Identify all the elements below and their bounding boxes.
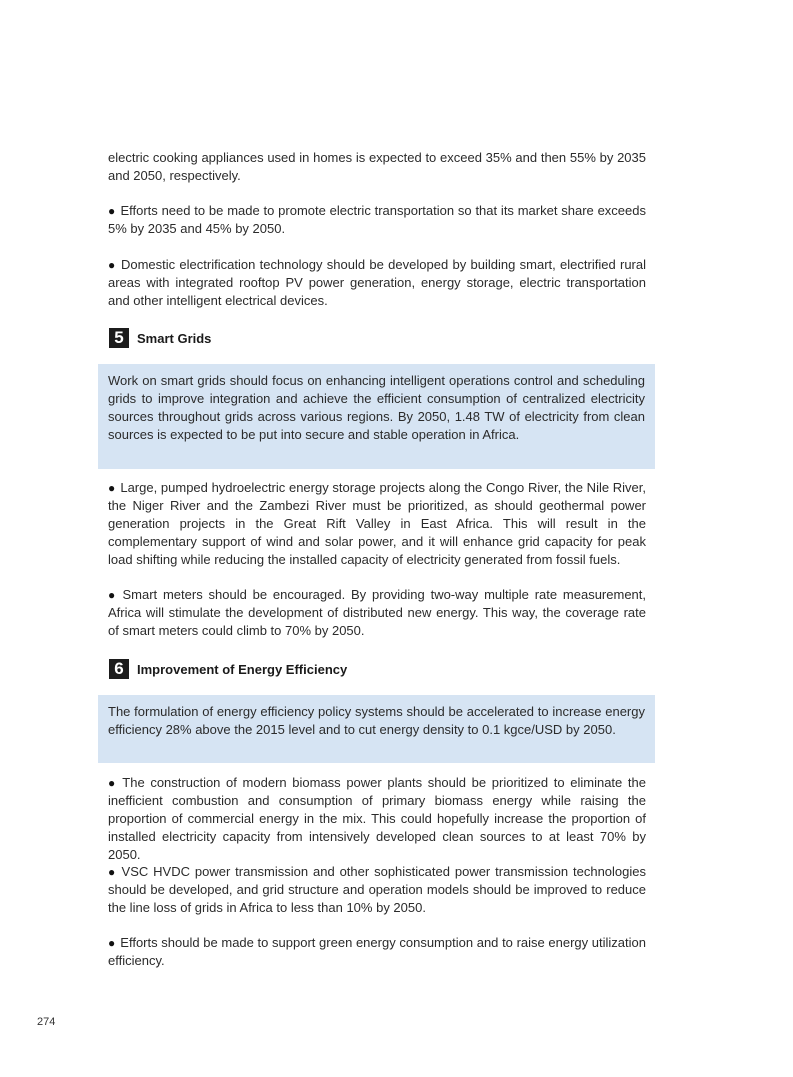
bullet-paragraph: [108, 256, 646, 310]
bullet-text: VSC HVDC power transmission and other sophisticated power transmission technologies should be developed, and grid structure and operation models should be improved to reduce the line loss of grids in Africa to less than 10% by 2050.: [108, 864, 646, 915]
section-heading-6: [109, 659, 347, 679]
section-title: Smart Grids: [137, 330, 212, 346]
bullet-paragraph: [108, 863, 646, 917]
bullet-text: Large, pumped hydroelectric energy storage projects along the Congo River, the Nile River, the Niger River and the Zambezi River must be prioritized, as should geothermal power generation projects in the Great Rift Valley in East Africa. This will result in the complementary support of wind and solar power, and it will enhance grid capacity for peak load shifting while reducing the installed capacity of electricity generated from fossil fuels.: [108, 480, 647, 567]
bullet-text: Efforts should be made to support green energy consumption and to raise energy utilization efficiency.: [108, 935, 646, 968]
bullet-text: Smart meters should be encouraged. By providing two-way multiple rate measurement, Africa will stimulate the development of distributed new energy. This way, the coverage rate of smart meters could climb to 70% by 2050.: [108, 587, 647, 638]
paragraph: electric cooking appliances used in homes is expected to exceed 35% and then 55% by 2035 and 2050, respectively.: [108, 150, 646, 183]
summary-box: [98, 364, 655, 469]
summary-text: Work on smart grids should focus on enhancing intelligent operations control and scheduling grids to improve integration and achieve the efficient consumption of centralized electricity sources throughout grids across various regions. By 2050, 1.48 TW of electricity from clean sources is expected to be put into secure and stable operation in Africa.: [108, 373, 645, 442]
bullet-text: The construction of modern biomass power plants should be prioritized to eliminate the inefficient combustion and consumption of primary biomass energy while raising the proportion of commercial energy in the mix. This could hopefully increase the proportion of installed electricity capacity from intensively developed clean sources to at least 70% by 2050.: [108, 775, 646, 862]
summary-box: [98, 695, 655, 763]
section-number: 5: [109, 328, 129, 348]
bullet-paragraph: [108, 586, 646, 640]
bullet-paragraph: [108, 479, 646, 569]
bullet-paragraph: [108, 774, 646, 864]
bullet-text: Efforts need to be made to promote electric transportation so that its market share exceeds 5% by 2035 and 45% by 2050.: [108, 203, 646, 236]
bullet-paragraph: [108, 934, 646, 970]
bullet-icon: ●: [108, 588, 118, 602]
section-title: Improvement of Energy Efficiency: [137, 661, 348, 677]
bullet-icon: ●: [108, 204, 116, 218]
section-heading-5: [109, 328, 211, 348]
bullet-icon: ●: [108, 936, 116, 950]
page-number: 274: [37, 1016, 56, 1028]
bullet-icon: ●: [108, 258, 116, 272]
section-number: 6: [109, 659, 129, 679]
bullet-icon: ●: [108, 481, 116, 495]
summary-text: The formulation of energy efficiency policy systems should be accelerated to increase energy efficiency 28% above the 2015 level and to cut energy density to 0.1 kgce/USD by 2050.: [108, 704, 645, 737]
bullet-paragraph: [108, 202, 646, 238]
bullet-icon: ●: [108, 865, 117, 879]
bullet-text: Domestic electrification technology should be developed by building smart, electrified rural areas with integrated rooftop PV power generation, energy storage, electric transportation and other intelligent electrical devices.: [108, 257, 647, 308]
bullet-icon: ●: [108, 776, 118, 790]
